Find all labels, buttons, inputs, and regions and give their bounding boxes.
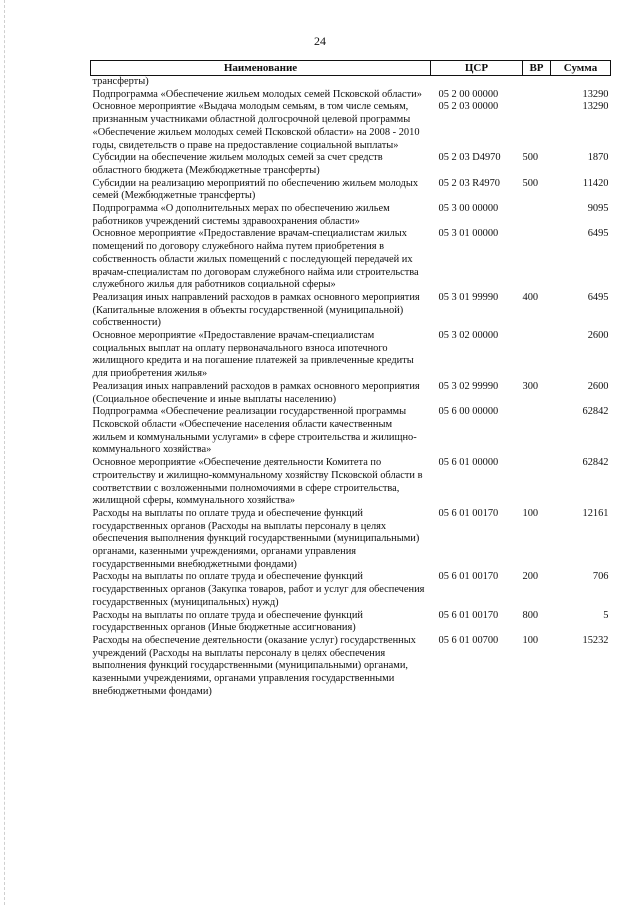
page-edge-line <box>0 0 5 905</box>
cell-name: Основное мероприятие «Обеспечение деятельности Комитета по строительству и жилищно-коммунальному хозяйству Псковской области в соответствии с возложенными полномочиями в сфере строительства, жилищной сферы, коммунального хозяйства» <box>92 457 423 507</box>
table-row <box>91 457 611 508</box>
header-name: Наименование <box>91 61 431 76</box>
cell-csr: 05 6 01 00170 <box>438 609 499 621</box>
cell-vr: 500 <box>522 152 539 164</box>
cell-name: Реализация иных направлений расходов в рамках основного мероприятия (Капитальные вложения в объекты государственной (муниципальной) собственности) <box>92 291 420 329</box>
cell-vr <box>523 228 551 292</box>
table-row <box>91 228 611 292</box>
table-row <box>91 406 611 457</box>
cell-csr <box>431 76 523 89</box>
table-row <box>91 508 611 572</box>
page-number: 24 <box>314 34 326 48</box>
cell-vr: 100 <box>522 507 539 519</box>
cell-sum: 13290 <box>582 101 609 113</box>
cell-name: Расходы на выплаты по оплате труда и обеспечение функций государственных органов (Закупка товаров, работ и услуг для обеспечения государственных (муниципальных) нужд) <box>92 571 425 608</box>
cell-vr: 100 <box>522 634 539 646</box>
table-row <box>91 571 611 609</box>
cell-sum: 11420 <box>582 177 609 189</box>
cell-sum: 6495 <box>587 228 609 240</box>
cell-sum: 15232 <box>582 634 609 646</box>
cell-sum: 12161 <box>582 507 609 519</box>
table-row <box>91 381 611 406</box>
table-row <box>91 203 611 228</box>
table-row <box>91 178 611 203</box>
cell-name: Субсидии на реализацию мероприятий по обеспечению жильем молодых семей (Межбюджетные трансферты) <box>92 177 419 202</box>
cell-vr: 800 <box>522 609 539 621</box>
cell-name: Расходы на обеспечение деятельности (оказание услуг) государственных учреждений (Расходы на выплаты персоналу в целях обеспечения выполнения функций государственными (муниципальными) органами, казенными учреждениями, органами управления государственными внебюджетными фондами) <box>92 634 416 697</box>
cell-vr <box>523 330 551 381</box>
cell-sum <box>551 76 611 89</box>
cell-csr: 05 6 01 00000 <box>438 457 499 469</box>
cell-csr: 05 3 02 00000 <box>438 330 499 342</box>
cell-csr: 05 3 01 00000 <box>438 228 499 240</box>
cell-name: Подпрограмма «О дополнительных мерах по обеспечению жильем работников учреждений системы здравоохранения области» <box>92 203 390 227</box>
cell-name: Основное мероприятие «Предоставление врачам-специалистам социальных выплат на оплату первоначального взноса ипотечного жилищного кредита и на погашение платежей за привлеченные кредиты для приобретения жилья» <box>92 330 414 380</box>
table-row <box>91 610 611 635</box>
cell-name: Субсидии на обеспечение жильем молодых семей за счет средств областного бюджета (Межбюджетные трансферты) <box>92 152 383 176</box>
cell-csr: 05 6 01 00700 <box>438 634 499 646</box>
cell-vr <box>523 101 551 152</box>
cell-name: Расходы на выплаты по оплате труда и обеспечение функций государственных органов (Иные бюджетные ассигнования) <box>92 609 363 634</box>
cell-vr <box>523 76 551 89</box>
budget-table <box>90 60 611 698</box>
table-row <box>91 101 611 152</box>
cell-sum: 62842 <box>582 406 609 418</box>
cell-sum: 1870 <box>587 152 609 164</box>
cell-csr: 05 3 02 99990 <box>438 380 499 392</box>
table-row <box>91 152 611 177</box>
cell-sum: 706 <box>592 571 609 583</box>
header-sum: Сумма <box>551 61 611 76</box>
cell-sum: 13290 <box>582 88 609 100</box>
cell-sum: 9095 <box>587 203 609 215</box>
header-csr: ЦСР <box>431 61 523 76</box>
cell-name: Подпрограмма «Обеспечение жильем молодых семей Псковской области» <box>92 88 422 100</box>
table-header-row <box>91 61 611 76</box>
cell-name: Реализация иных направлений расходов в рамках основного мероприятия (Социальное обеспечение и иные выплаты населению) <box>92 380 420 405</box>
cell-name: Расходы на выплаты по оплате труда и обеспечение функций государственных органов (Расходы на выплаты персоналу в целях обеспечения выполнения функций государственными (муниципальными) органами, казенными учреждениями, органами управления государственными внебюджетными фондами) <box>92 507 420 570</box>
table-body <box>91 76 611 699</box>
cell-sum: 5 <box>603 609 609 621</box>
cell-vr: 500 <box>522 177 539 189</box>
cell-vr <box>523 203 551 228</box>
cell-csr: 05 2 03 R4970 <box>438 177 500 189</box>
cell-name: Основное мероприятие «Предоставление врачам-специалистам жилых помещений по договору служебного найма путем приобретения в собственность области жилых помещений с последующей передачей их врачам-специалистам по договорам служебного найма или строительства служебного жилья для работников социальной сферы» <box>92 228 419 291</box>
cell-name: трансферты) <box>92 76 149 87</box>
cell-name: Подпрограмма «Обеспечение реализации государственной программы Псковской области «Обеспечение населения области качественным жильем и коммунальными услугами» в сфере строительства и жилищно-коммунального хозяйства» <box>92 406 417 456</box>
cell-sum: 2600 <box>587 380 609 392</box>
cell-csr: 05 3 00 00000 <box>438 203 499 215</box>
cell-csr: 05 6 01 00170 <box>438 507 499 519</box>
cell-sum: 6495 <box>587 291 609 303</box>
cell-csr: 05 2 03 00000 <box>438 101 499 113</box>
cell-vr <box>523 89 551 102</box>
cell-vr: 400 <box>522 291 539 303</box>
cell-csr: 05 6 00 00000 <box>438 406 499 418</box>
cell-csr: 05 2 00 00000 <box>438 88 499 100</box>
cell-csr: 05 3 01 99990 <box>438 291 499 303</box>
table-row <box>91 635 611 699</box>
cell-sum: 62842 <box>582 457 609 469</box>
table-row <box>91 76 611 89</box>
cell-vr: 300 <box>522 380 539 392</box>
table-row <box>91 292 611 330</box>
cell-sum: 2600 <box>587 330 609 342</box>
cell-csr: 05 6 01 00170 <box>438 571 499 583</box>
header-vr: ВР <box>523 61 551 76</box>
cell-csr: 05 2 03 D4970 <box>438 152 501 164</box>
cell-vr <box>523 457 551 508</box>
table-row <box>91 330 611 381</box>
cell-name: Основное мероприятие «Выдача молодым семьям, в том числе семьям, признанным участниками областной долгосрочной целевой программы «Обеспечение жильем молодых семей Псковской области» на 2008 - 2010 годы, свидетельств о праве на предоставление социальной выплаты» <box>92 101 420 151</box>
table-row <box>91 89 611 102</box>
cell-vr <box>523 406 551 457</box>
cell-vr: 200 <box>522 571 539 583</box>
